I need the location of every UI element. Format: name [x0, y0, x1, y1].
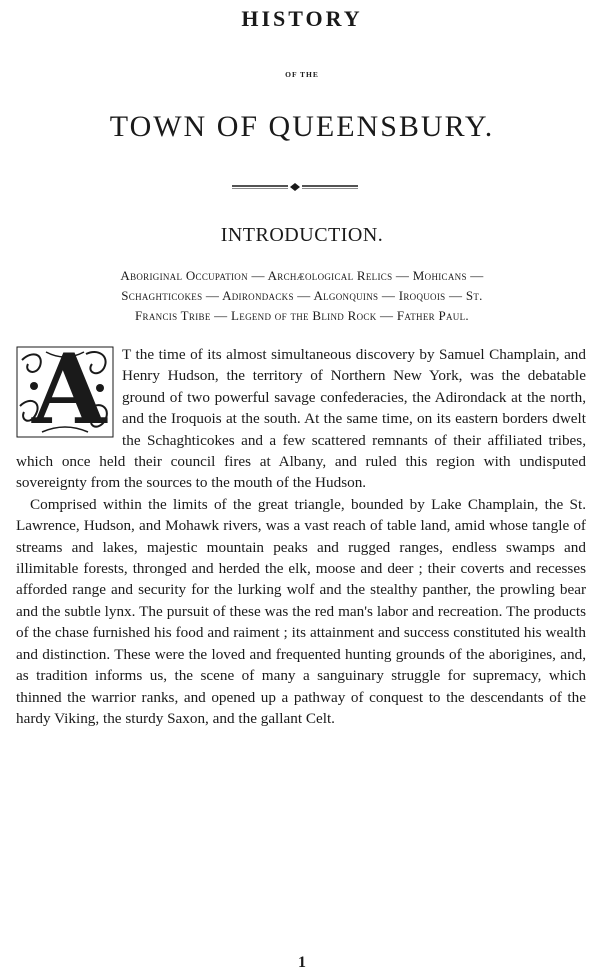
section-heading: INTRODUCTION.	[220, 224, 384, 246]
synopsis-line: Francis Tribe — Legend of the Blind Rock — Father Paul.	[135, 308, 469, 323]
dropcap-letter: A	[32, 333, 107, 446]
ornamental-rule	[232, 181, 358, 193]
dropcap-ornament	[16, 333, 114, 446]
paragraph-2: Comprised within the limits of the great triangle, bounded by Lake Champlain, the St. Lawrence, Hudson, and Mohawk rivers, was a vast reach of table land, amid whose tangle of streams and lakes, majestic mountain peaks and rugged ranges, endless swamps and illimitable forests, thronged and herded the elk, moose and deer ; their coverts and recesses afforded range and security for the lurking wolf and the stealthy panther, the prowling bear and the subtle lynx. The pursuit of these was the red man's labor and recreation. The products of the chase furnished his food and raiment ; its attainment and success constituted his wealth and distinction. These were the loved and frequented hunting grounds of the aborigines, and, as tradition informs us, the scene of many a sanguinary struggle for supremacy, which thinned the warrior ranks, and opened up a pathway of conquest to the descendants of the hardy Viking, the sturdy Saxon, and the gallant Celt.	[16, 495, 586, 727]
paragraph-1	[16, 333, 586, 494]
synopsis-line: Aboriginal Occupation — Archæological Relics — Mohicans —	[120, 268, 484, 283]
body-text	[16, 333, 586, 729]
title-town-of-queensbury: TOWN OF QUEENSBURY.	[109, 110, 495, 143]
synopsis-line: Schaghticokes — Adirondacks — Algonquins — Iroquois — St.	[121, 288, 483, 303]
page-number: 1	[298, 954, 306, 971]
paragraph-1-text: T the time of its almost simultaneous discovery by Samuel Champlain, and Henry Hudson, the territory of Northern New York, was the debatable ground of two powerful savage confederacies, the Adirondack at the north, and the Iroquois at the south. At the same time, on its eastern borders dwelt the Schaghticokes and a few scattered remnants of their affiliated tribes, which once held their council fires at Albany, and ruled this region with undisputed sovereignty from the sources to the mouth of the Hudson.	[16, 346, 586, 492]
title-history: HISTORY	[241, 6, 363, 31]
title-connector: OF THE	[285, 70, 319, 79]
chapter-synopsis	[18, 266, 586, 326]
